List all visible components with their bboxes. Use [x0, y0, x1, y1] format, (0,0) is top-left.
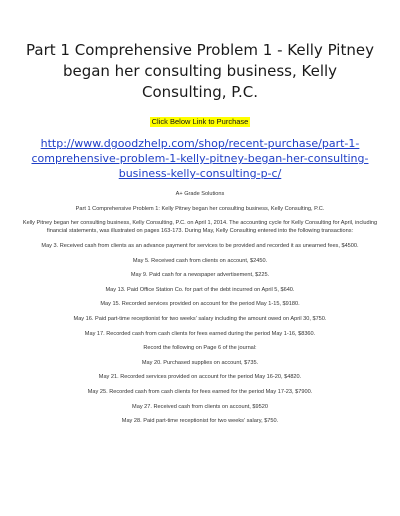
- purchase-link-line-2: comprehensive-problem-1-kelly-pitney-began-her-consulting-: [31, 152, 369, 165]
- grade-label: A+ Grade Solutions: [175, 191, 225, 197]
- document-title: [20, 40, 380, 103]
- transaction-item: May 5. Received cash from clients on account, $2450.: [132, 257, 268, 264]
- transaction-item: May 20. Purchased supplies on account, $735.: [141, 359, 259, 366]
- transaction-list: [20, 242, 380, 425]
- transaction-item: May 15. Recorded services provided on account for the period May 1-15, $9180.: [100, 301, 300, 308]
- transaction-item: May 9. Paid cash for a newspaper advertisement, $225.: [130, 272, 270, 279]
- transaction-item: May 21. Recorded services provided on account for the period May 16-20, $4820.: [98, 374, 302, 381]
- journal-note: Record the following on Page 6 of the journal:: [143, 345, 257, 352]
- transaction-item: May 13. Paid Office Station Co. for part of the debt incurred on April 5, $640.: [105, 286, 295, 293]
- transaction-item: May 25. Recorded cash from cash clients for fees earned for the period May 17-23, $7900.: [87, 388, 313, 395]
- problem-intro: Kelly Pitney began her consulting business, Kelly Consulting, P.C. on April 1, 2014. The accounting cycle for Kelly Consulting for April, including financial statements, was illustrated on pages 163-173. During May, Kelly Consulting entered into the following transactions:: [22, 220, 378, 235]
- transaction-item: May 27. Received cash from clients on account, $9520: [132, 403, 268, 410]
- title-line-2: began her consulting business, Kelly Consulting, P.C.: [62, 62, 338, 101]
- problem-subtitle: Part 1 Comprehensive Problem 1: Kelly Pitney began her consulting business, Kelly Consulting, P.C.: [75, 205, 325, 212]
- title-line-1: Part 1 Comprehensive Problem 1 - Kelly Pitney: [26, 41, 374, 59]
- purchase-link-line-1: http://www.dgoodzhelp.com/shop/recent-purchase/part-1-: [40, 137, 360, 150]
- purchase-link[interactable]: [20, 136, 380, 181]
- purchase-link-line-3: business-kelly-consulting-p-c/: [118, 167, 282, 180]
- purchase-callout: [20, 111, 380, 129]
- purchase-callout-text: Click Below Link to Purchase: [151, 117, 249, 126]
- transaction-item: May 28. Paid part-time receptionist for two weeks' salary, $750.: [121, 418, 279, 425]
- transaction-item: May 3. Received cash from clients as an advance payment for services to be provided and recorded it as unearned fees, $4500.: [41, 242, 359, 249]
- transaction-item: May 16. Paid part-time receptionist for two weeks' salary including the amount owed on April 30, $750.: [73, 315, 327, 322]
- transaction-item: May 17. Recorded cash from cash clients for fees earned during the period May 1-16, $8360.: [84, 330, 316, 337]
